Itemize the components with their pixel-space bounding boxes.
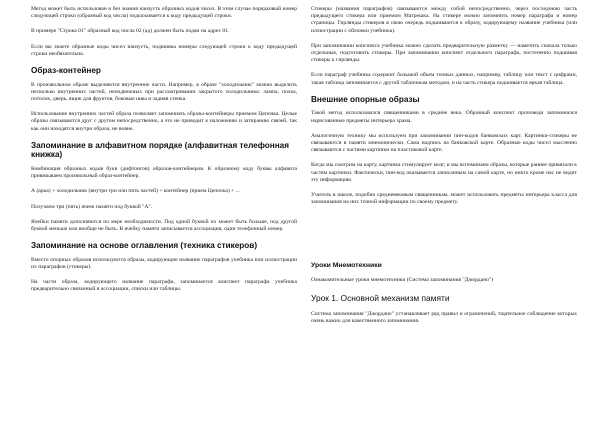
paragraph: Стикеры (названия параграфов) связываются между собой непосредственно, через последнюю часть предыдущего стикера или приемом Матрешка. На стикере можно запомнить номер параграфа и номер страницы. Гирлянды стикеров в свою очередь подшиваются к образу, кодирующему название учебника (или иллюстрации с обложки учебника). <box>311 6 577 34</box>
paragraph: Система запоминания "Джордано" устанавливает ряд правил и ограничений, тщательное соблюдение которых очень важно для качественного запоминания. <box>311 310 577 324</box>
paragraph: А (арка) + холодильник (внутри три или пять частей) + контейнер (прием Цепочка) + ... <box>31 188 240 195</box>
left-column <box>31 6 297 302</box>
heading-alphabetical: Запоминание в алфавитном порядке (алфавитная телефонная книжка) <box>31 140 289 160</box>
paragraph: Учитель в школе, подобно средневековым священникам, может использовать предметы интерьера класса для запоминания на них точной информации по своему предмету. <box>311 192 577 206</box>
paragraph: Ознакомительные уроки мнемотехники (Система запоминания "Джордано") <box>311 277 494 284</box>
heading-lesson-1: Урок 1. Основной механизм памяти <box>311 292 450 303</box>
paragraph: При запоминании конспекта учебника можно сделать предварительную разметку — наметить сначала только отдельные, подготовить стикеры. При запоминании конспект отдельного параграфа, постепенно подшивая стикеры к гирлянды. <box>311 42 577 64</box>
paragraph: Получаем три (пять) ячеек памяти под буквой "А". <box>31 203 153 210</box>
paragraph: Ячейки памяти дополняются по мере необходимости. Под одной буквой их может быть больше, под другой буквой меньше или вообще не быть. В ячейку памяти записывается ассоциация, один телефонный номер. <box>31 218 297 233</box>
paragraph: Использование внутренних частей образа позволяет запоминать образы-контейнеры приемом Цепочка. Целые образы связываются друг с другом непосредственно, а это не приводит к наложению и затиранию связей, так как они находятся внутри образа, не вовне. <box>31 111 297 132</box>
spacer <box>311 214 577 252</box>
paragraph: Если вы знаете образные коды чисел наизусть, подшивка номеры следующей строки к коду предыдущей строки необязательна. <box>31 43 297 57</box>
paragraph: Если параграф учебника содержит большой объем точных данных, например, таблицу или текст с цифрами, такая таблица запоминается с другой табличным методом, и на часть стикера подшивается яркая таблица. <box>311 72 577 86</box>
paragraph: На части образа, кодирующего название параграфа, запоминается конспект параграфа учебника предварительно связанный в ассоциации, списки или таблицы. <box>31 279 297 293</box>
paragraph: Метод может быть использован и без знания наизусть образных кодов чисел. В этом случае порядковый номер следующей строки (образный код числа) подыскивается к коду предыдущей строки. <box>31 6 297 20</box>
paragraph: В примере "Строка 01" образный код числа 02 (ад) должен быть подан на адрес 01. <box>31 28 230 35</box>
paragraph: Аналогичную технику мы используем при запоминании пин-кодов банковских карт. Картинки-стикеры не связываются в памяти мнемонически. Сама надпись на банковской карте. Образные коды чисел мысленно связываются с частями картинки на пластиковой карте. <box>311 132 577 154</box>
paragraph: Когда мы смотрим на карту, картинка стимулирует мозг, и мы вспоминаем образы, которые раннее привязали к частям картинки. Фактически, пин-код оказывается записанным на самой карте, но никто кроме нас не видит эту информацию. <box>311 162 577 183</box>
paragraph: Вместо опорных образов используются образы, кодирующие название параграфов учебника или иллюстрации их параграфов (стикеры). <box>31 256 297 271</box>
paragraph: Комбинация образных кодов букв (дифтонгов) образов-контейнеров. К образному коду буквы алфавита привязываем произвольный образ-контейнер. <box>31 166 297 180</box>
heading-external-support: Внешние опорные образы <box>311 94 420 104</box>
paragraph: Такой метод использовался священниками в средние века. Образный конспект проповеди запоминался нарисованные предметы интерьера храма. <box>311 110 577 124</box>
heading-container: Образ-контейнер <box>31 66 101 76</box>
heading-table-of-contents: Запоминание на основе оглавления (техника стикеров) <box>31 241 258 251</box>
heading-lessons: Уроки Мнемотехники <box>311 262 382 270</box>
right-column <box>311 6 577 333</box>
paragraph: В произвольном образе выделяются внутренние части. Например, в образе "холодильник" можно выделить несколько внутренних частей, неподвижных при рассматривании закрытого холодильника: лампа, полка, потолок, дверь, ящик для фруктов, боковые швы и задняя стенка. <box>31 81 297 103</box>
